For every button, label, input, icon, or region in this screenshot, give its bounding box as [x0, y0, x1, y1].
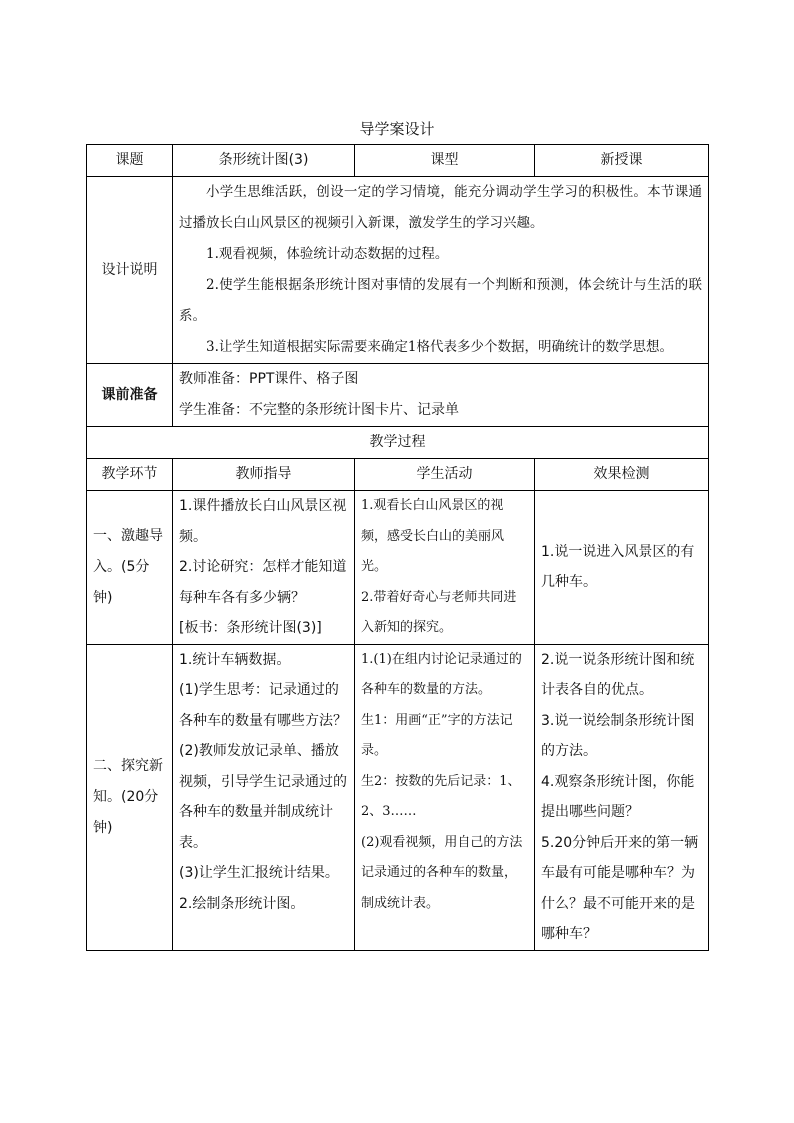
check-cell	[535, 644, 709, 950]
list-item: 5.20分钟后开来的第一辆车最有可能是哪种车？为什么？最不可能开来的是哪种车？	[541, 834, 699, 942]
prep-row	[87, 364, 709, 427]
list-item: 1.(1)在组内讨论记录通过的各种车的数量的方法。	[361, 651, 522, 697]
stage-cell: 二、探究新知。(20分钟)	[87, 644, 173, 950]
column-header: 教师指导	[173, 459, 355, 491]
topic-label: 课题	[87, 145, 173, 177]
design-note-paragraph: 1.观看视频，体验统计动态数据的过程。	[206, 246, 449, 262]
list-item: (1)学生思考：记录通过的各种车的数量有哪些方法？	[179, 682, 347, 729]
column-header: 效果检测	[535, 459, 709, 491]
list-item: 4.观察条形统计图，你能提出哪些问题？	[541, 773, 695, 820]
column-header: 教学环节	[87, 459, 173, 491]
list-item: 1.观看长白山风景区的视频，感受长白山的美丽风光。	[361, 498, 505, 574]
student-cell	[355, 491, 535, 645]
design-note-paragraph: 小学生思维活跃，创设一定的学习情境，能充分调动学生学习的积极性。本节课通过播放长白山风景区的视频引入新课，激发学生的学习兴趣。	[179, 184, 702, 231]
process-title-row	[87, 427, 709, 459]
prep-content	[173, 364, 709, 427]
list-item: (3)让学生汇报统计结果。	[179, 865, 339, 881]
design-note-content	[173, 177, 709, 364]
header-row	[87, 145, 709, 177]
list-item: 2.讨论研究：怎样才能知道每种车各有多少辆？	[179, 559, 347, 606]
page-title: 导学案设计	[359, 120, 435, 138]
design-note-paragraph: 3.让学生知道根据实际需要来确定1格代表多少个数据，明确统计的数学思想。	[206, 339, 673, 355]
list-item: (2)教师发放记录单、播放视频，引导学生记录通过的各种车的数量并制成统计表。	[179, 743, 347, 851]
student-cell	[355, 644, 535, 950]
teacher-cell	[173, 491, 355, 645]
list-item: 2.绘制条形统计图。	[179, 895, 305, 912]
type-label: 课型	[355, 145, 535, 177]
list-item: (2)观看视频，用自己的方法记录通过的各种车的数量，制成统计表。	[361, 834, 523, 911]
list-item: 1.课件播放长白山风景区视频。	[179, 498, 347, 545]
student-prep: 学生准备：不完整的条形统计图卡片、记录单	[179, 402, 459, 418]
teacher-prep: 教师准备：PPT课件、格子图	[179, 371, 359, 387]
topic-value: 条形统计图(3)	[173, 145, 355, 177]
design-note-label: 设计说明	[87, 177, 173, 364]
lesson-plan-table	[86, 144, 709, 951]
design-note-paragraph: 2.使学生能根据条形统计图对事情的发展有一个判断和预测，体会统计与生活的联系。	[179, 277, 702, 324]
list-item: 1.统计车辆数据。	[179, 651, 291, 668]
list-item: 2.带着好奇心与老师共同进入新知的探究。	[361, 589, 517, 635]
list-item: 生2：按数的先后记录：1、2、3……	[361, 773, 521, 819]
list-item: 2.说一说条形统计图和统计表各自的优点。	[541, 651, 695, 698]
column-header-row	[87, 459, 709, 491]
column-header: 学生活动	[355, 459, 535, 491]
stage-cell: 一、激趣导入。(5分钟)	[87, 491, 173, 645]
table-row	[87, 644, 709, 950]
teacher-cell	[173, 644, 355, 950]
list-item: 生1：用画“正”字的方法记录。	[361, 712, 513, 758]
prep-label: 课前准备	[87, 364, 173, 427]
process-title: 教学过程	[87, 427, 709, 459]
list-item: 3.说一说绘制条形统计图的方法。	[541, 712, 695, 759]
check-cell	[535, 491, 709, 645]
table-row	[87, 491, 709, 645]
list-item: [板书：条形统计图(3)]	[179, 620, 322, 636]
type-value: 新授课	[535, 145, 709, 177]
list-item: 1.说一说进入风景区的有几种车。	[541, 543, 695, 591]
design-note-row	[87, 177, 709, 364]
